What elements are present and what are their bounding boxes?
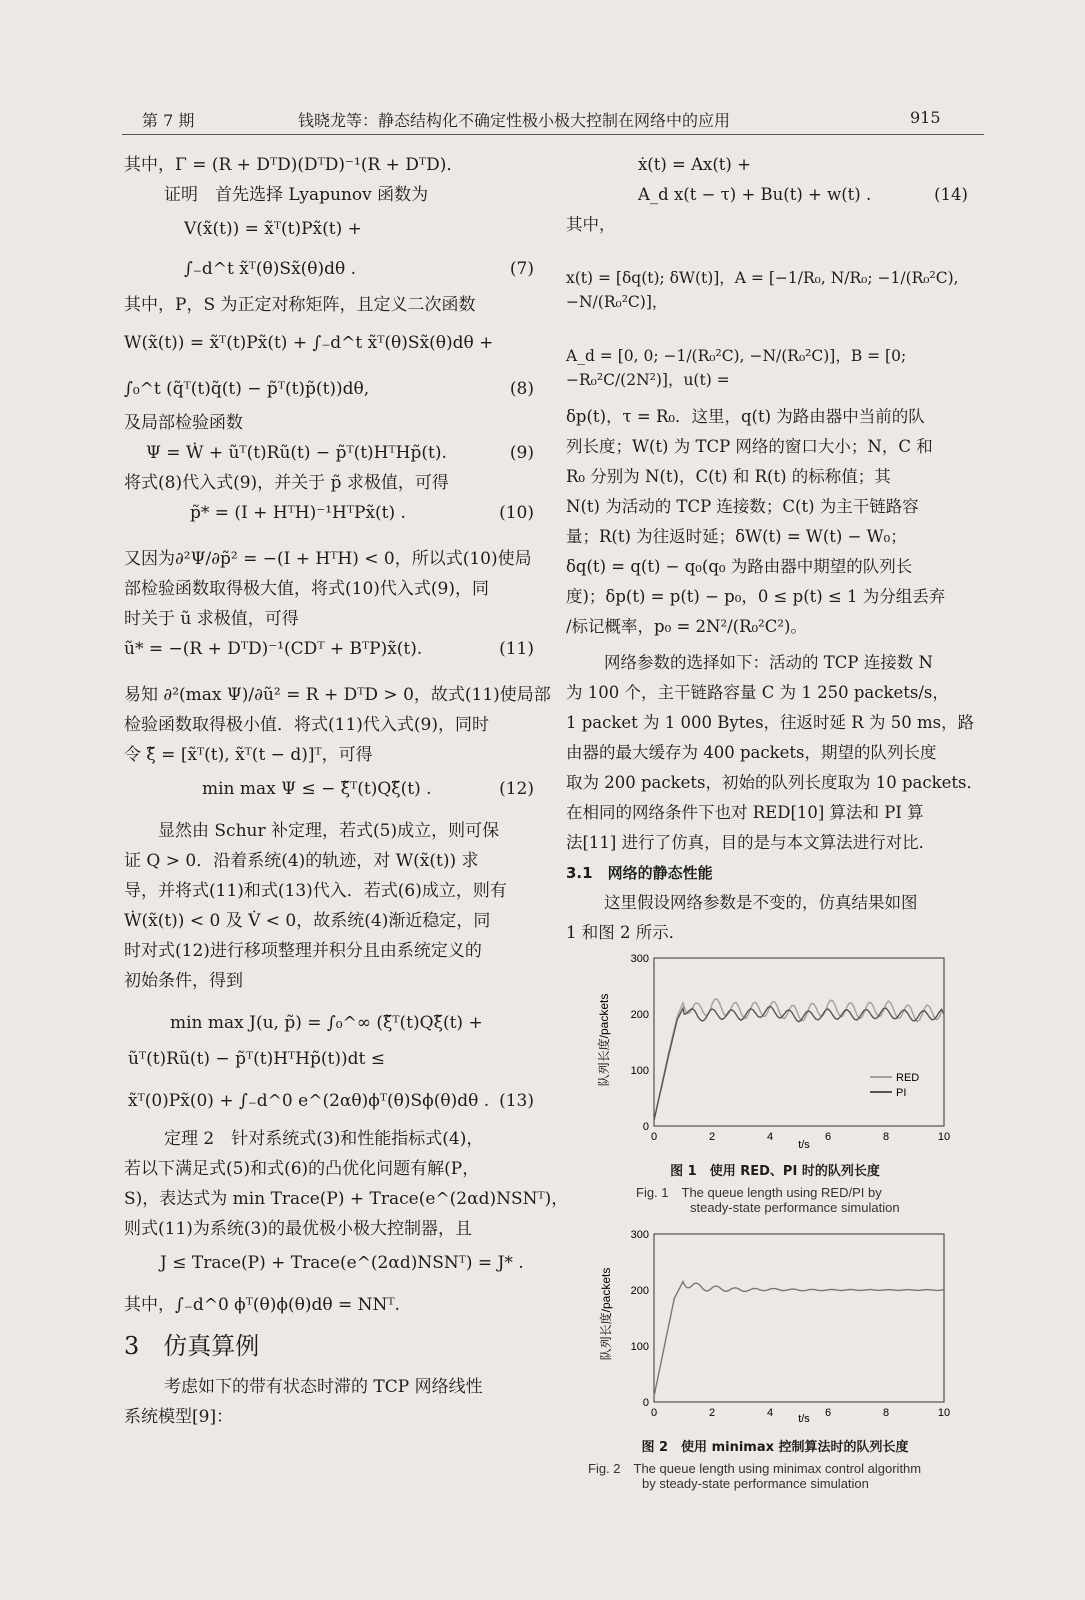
equation-body: ∫₋d^t x̃ᵀ(θ)Sx̃(θ)dθ . xyxy=(184,259,357,279)
text-line: 系统模型[9]： xyxy=(124,1407,234,1427)
equation-line: W(x̃(t)) = x̃ᵀ(t)Px̃(t) + ∫₋d^t x̃ᵀ(θ)Sx̃(θ)dθ + xyxy=(124,333,494,353)
paragraph-start: 网络参数的选择如下：活动的 TCP 连接数 N xyxy=(604,653,933,672)
text-line: 其中，∫₋d^0 ϕᵀ(θ)ϕ(θ)dθ = NNᵀ. xyxy=(124,1295,400,1315)
figure-2-caption-en: Fig. 2 The queue length using minimax control algorithm xyxy=(588,1461,922,1476)
equation-line: ẋ(t) = Ax(t) + xyxy=(638,155,751,174)
issue-number: 第 7 期 xyxy=(142,111,195,130)
running-title: 钱晓龙等：静态结构化不确定性极小极大控制在网络中的应用 xyxy=(298,111,731,130)
text-line: Ẇ(x̃(t)) < 0 及 V̇ < 0，故系统(4)渐近稳定，同 xyxy=(124,911,491,931)
x-tick-label: 0 xyxy=(650,1407,658,1419)
y-axis-label: 队列长度/packets xyxy=(599,1267,613,1361)
right-column xyxy=(566,150,983,948)
text-line: 度)；δp(t) = p(t) − p₀，0 ≤ p(t) ≤ 1 为分组丢弃 xyxy=(566,587,946,606)
equation-14 xyxy=(566,180,968,210)
series-lines xyxy=(654,999,944,1121)
text-line: 时关于 ũ 求极值，可得 xyxy=(124,609,299,629)
figure-1-caption-en-2: steady-state performance simulation xyxy=(690,1200,900,1215)
x-tick-label: 4 xyxy=(766,1407,774,1419)
text-line: 及局部检验函数 xyxy=(124,413,243,433)
equation-8 xyxy=(124,374,534,404)
x-tick-label: 6 xyxy=(824,1131,832,1143)
equation-9 xyxy=(124,438,534,468)
equation-13 xyxy=(124,1086,534,1116)
equation-11 xyxy=(124,634,534,664)
text-line: 证 Q > 0．沿着系统(4)的轨迹，对 W(x̃(t)) 求 xyxy=(124,851,479,871)
text-line: 量；R(t) 为往返时延；δW(t) = W(t) − W₀； xyxy=(566,527,907,546)
header-rule xyxy=(122,134,984,135)
text-line: R₀ 分别为 N(t)，C(t) 和 R(t) 的标称值；其 xyxy=(566,467,891,486)
text-line: 在相同的网络条件下也对 RED[10] 算法和 PI 算 xyxy=(566,803,924,822)
legend-red-label: RED xyxy=(896,1072,920,1084)
x-tick-label: 2 xyxy=(708,1131,716,1143)
figure-1-chart xyxy=(592,952,962,1152)
proof-line: 证明 首先选择 Lyapunov 函数为 xyxy=(164,185,429,205)
y-tick-label: 300 xyxy=(630,953,649,965)
text-line: δq(t) = q(t) − q₀(q₀ 为路由器中期望的队列长 xyxy=(566,557,913,576)
equation-line: min max J(u, p̃) = ∫₀^∞ (ξ̃ᵀ(t)Qξ̃(t) + xyxy=(170,1013,483,1033)
text-line: 则式(11)为系统(3)的最优极小极大控制器，且 xyxy=(124,1219,472,1239)
text-line: S)，表达式为 min Trace(P) + Trace(e^(2αd)NSNᵀ)， xyxy=(124,1189,569,1209)
series-line-pi xyxy=(654,1006,944,1120)
text-line: 为 100 个，主干链路容量 C 为 1 250 packets/s， xyxy=(566,683,949,702)
x-tick-label: 8 xyxy=(882,1407,890,1419)
figure-2-caption-en-2: by steady-state performance simulation xyxy=(642,1476,869,1491)
equation-body: ∫₀^t (q̃ᵀ(t)q̃(t) − p̃ᵀ(t)p̃(t))dθ, xyxy=(124,379,370,399)
plot-frame xyxy=(654,958,944,1126)
figure-1-caption-en: Fig. 1 The queue length using RED/PI by xyxy=(636,1185,882,1200)
equation-number: (12) xyxy=(499,779,534,799)
equation-number: (13) xyxy=(499,1091,534,1111)
equation-line: J ≤ Trace(P) + Trace(e^(2αd)NSNᵀ) = J* . xyxy=(160,1253,524,1273)
equation-number: (8) xyxy=(509,379,534,399)
matrix-line: x(t) = [δq(t); δW(t)]，A = [−1/R₀, N/R₀; −1/(R₀²C), −N/(R₀²C)]， xyxy=(566,269,959,311)
series-line-minimax xyxy=(654,1282,944,1397)
equation-body: Ψ = Ẇ + ũᵀ(t)Rũ(t) − p̃ᵀ(t)HᵀHp̃(t). xyxy=(146,443,447,463)
equation-body: ũ* = −(R + DᵀD)⁻¹(CDᵀ + BᵀP)x̃(t). xyxy=(124,639,423,659)
equation-12 xyxy=(124,774,534,804)
y-tick-label: 200 xyxy=(630,1285,649,1297)
tick-labels xyxy=(631,953,950,1143)
section-heading: 3 仿真算例 xyxy=(124,1332,260,1360)
tick-labels xyxy=(631,1229,950,1419)
equation-body: x̃ᵀ(0)Px̃(0) + ∫₋d^0 e^(2αθ)ϕᵀ(θ)Sϕ(θ)dθ . xyxy=(128,1091,490,1111)
x-tick-label: 6 xyxy=(824,1407,832,1419)
text-line: 又因为∂²Ψ/∂p̃² = −(I + HᵀH) < 0，所以式(10)使局 xyxy=(124,549,532,569)
figure-2-caption-zh: 图 2 使用 minimax 控制算法时的队列长度 xyxy=(641,1440,909,1455)
text-line: 易知 ∂²(max Ψ)/∂ũ² = R + DᵀD > 0，故式(11)使局部 xyxy=(124,685,551,705)
y-tick-label: 100 xyxy=(630,1341,649,1353)
text-line: 若以下满足式(5)和式(6)的凸优化问题有解(P， xyxy=(124,1159,480,1179)
text-line: /标记概率，p₀ = 2N²/(R₀²C²)。 xyxy=(566,617,807,636)
text-line: N(t) 为活动的 TCP 连接数；C(t) 为主干链路容 xyxy=(566,497,919,516)
y-tick-label: 200 xyxy=(630,1009,649,1021)
equation-number: (11) xyxy=(499,639,534,659)
y-tick-label: 300 xyxy=(630,1229,649,1241)
y-tick-label: 100 xyxy=(630,1065,649,1077)
text-line: 初始条件，得到 xyxy=(124,971,243,991)
text-line: 检验函数取得极小值．将式(11)代入式(9)，同时 xyxy=(124,715,489,735)
equation-number: (10) xyxy=(499,503,534,523)
text-line: 其中， xyxy=(566,215,616,234)
x-tick-label: 10 xyxy=(937,1131,951,1143)
equation-number: (14) xyxy=(934,185,968,204)
y-axis-label: 队列长度/packets xyxy=(597,993,611,1087)
equation-body: min max Ψ ≤ − ξ̃ᵀ(t)Qξ̃(t) . xyxy=(202,779,432,799)
text-line: 将式(8)代入式(9)，并关于 p̃ 求极值，可得 xyxy=(124,473,449,493)
text-line: 1 和图 2 所示． xyxy=(566,923,686,942)
matrix-line: A_d = [0, 0; −1/(R₀²C), −N/(R₀²C)]，B = [0; −R₀²C/(2N²)]，u(t) = xyxy=(566,347,907,389)
subsection-heading: 3.1 网络的静态性能 xyxy=(566,864,713,882)
y-tick-label: 0 xyxy=(642,1121,649,1133)
paragraph-start: 显然由 Schur 补定理，若式(5)成立，则可保 xyxy=(158,821,500,841)
left-column xyxy=(124,150,569,1432)
text-line: 其中，Γ = (R + DᵀD)(DᵀD)⁻¹(R + DᵀD)． xyxy=(124,155,464,175)
equation-10 xyxy=(124,498,534,528)
figure-2-chart xyxy=(592,1226,962,1426)
x-axis-label: t/s xyxy=(798,1139,810,1151)
x-axis-label: t/s xyxy=(798,1413,810,1425)
equation-body: A_d x(t − τ) + Bu(t) + w(t) . xyxy=(638,185,872,204)
page-number: 915 xyxy=(910,108,941,127)
x-tick-label: 2 xyxy=(708,1407,716,1419)
equation-line: ũᵀ(t)Rũ(t) − p̃ᵀ(t)HᵀHp̃(t))dt ≤ xyxy=(128,1049,385,1069)
equation-body: p̃* = (I + HᵀH)⁻¹HᵀPx̃(t) . xyxy=(190,503,406,523)
plot-frame xyxy=(654,1234,944,1402)
x-tick-label: 8 xyxy=(882,1131,890,1143)
legend-pi-label: PI xyxy=(896,1087,907,1099)
legend xyxy=(870,1072,919,1099)
text-line: 其中，P，S 为正定对称矩阵，且定义二次函数 xyxy=(124,295,476,315)
equation-line: V(x̃(t)) = x̃ᵀ(t)Px̃(t) + xyxy=(184,219,362,239)
text-line: 法[11] 进行了仿真，目的是与本文算法进行对比． xyxy=(566,833,936,852)
x-tick-label: 4 xyxy=(766,1131,774,1143)
text-line: δp(t)，τ = R₀．这里，q(t) 为路由器中当前的队 xyxy=(566,407,925,426)
theorem-line: 定理 2 针对系统式(3)和性能指标式(4)， xyxy=(164,1129,484,1149)
series-lines xyxy=(654,1282,944,1397)
text-line: 时对式(12)进行移项整理并积分且由系统定义的 xyxy=(124,941,482,961)
x-tick-label: 0 xyxy=(650,1131,658,1143)
equation-number: (7) xyxy=(509,259,534,279)
equation-7 xyxy=(124,254,534,284)
x-tick-label: 10 xyxy=(937,1407,951,1419)
text-line: 部检验函数取得极大值，将式(10)代入式(9)，同 xyxy=(124,579,489,599)
text-line: 取为 200 packets，初始的队列长度取为 10 packets． xyxy=(566,773,983,792)
text-line: 由器的最大缓存为 400 packets，期望的队列长度 xyxy=(566,743,937,762)
y-tick-label: 0 xyxy=(642,1397,649,1409)
text-line: 列长度；W(t) 为 TCP 网络的窗口大小；N，C 和 xyxy=(566,437,933,456)
figure-1-caption-zh: 图 1 使用 RED、PI 时的队列长度 xyxy=(670,1164,880,1179)
equation-number: (9) xyxy=(509,443,534,463)
text-line: 1 packet 为 1 000 Bytes，往返时延 R 为 50 ms，路 xyxy=(566,713,975,732)
paragraph-start: 这里假设网络参数是不变的，仿真结果如图 xyxy=(604,893,918,912)
text-line: 令 ξ̃ = [x̃ᵀ(t), x̃ᵀ(t − d)]ᵀ，可得 xyxy=(124,745,373,765)
paragraph-start: 考虑如下的带有状态时滞的 TCP 网络线性 xyxy=(164,1377,483,1397)
text-line: 导，并将式(11)和式(13)代入．若式(6)成立，则有 xyxy=(124,881,507,901)
